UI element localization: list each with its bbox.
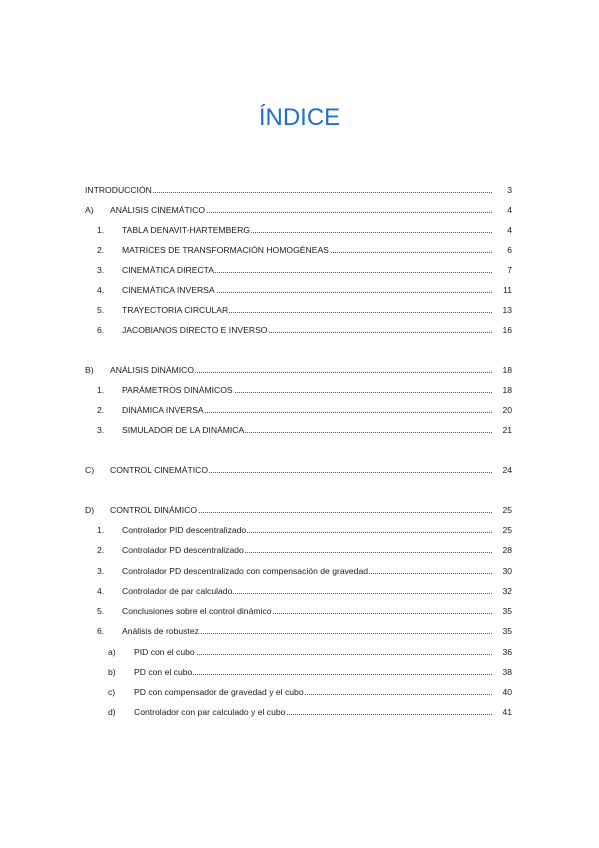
toc-entry-label: PD con compensador de gravedad y el cubo [134,687,304,697]
toc-entry-label: Controlador PD descentralizado con compensación de gravedad [122,566,369,576]
toc-entry-number: B) [85,365,94,375]
toc-entry[interactable] [0,624,599,638]
toc-entry[interactable] [0,645,599,659]
toc-entry-number: 1. [97,385,105,395]
toc-page-number: 18 [492,383,512,397]
toc-entry-number: 1. [97,525,105,535]
toc-page-number: 13 [492,303,512,317]
toc-entry-number: 2. [97,405,105,415]
toc-entry-label: TRAYECTORIA CIRCULAR [122,305,229,315]
toc-entry-number: 1. [97,225,105,235]
toc-entry[interactable] [0,203,599,217]
toc-entry[interactable] [0,705,599,719]
toc-page-number: 32 [492,584,512,598]
toc-entry-label: MATRICES DE TRANSFORMACIÓN HOMOGÉNEAS [122,245,329,255]
toc-entry[interactable] [0,303,599,317]
toc-page-number: 16 [492,323,512,337]
toc-entry[interactable] [0,543,599,557]
toc-entry-number: 2. [97,245,105,255]
toc-entry-label: SIMULADOR DE LA DINÁMICA [122,425,245,435]
toc-entry[interactable] [0,223,599,237]
toc-page-number: 4 [492,203,512,217]
toc-page-number: 20 [492,403,512,417]
toc-entry[interactable] [0,283,599,297]
toc-page-number: 41 [492,705,512,719]
toc-entry-number: 6. [97,325,105,335]
toc-entry[interactable] [0,263,599,277]
toc-entry[interactable] [0,403,599,417]
toc-entry-number: 2. [97,545,105,555]
toc-entry-number: d) [108,707,116,717]
toc-entry-number: 3. [97,566,105,576]
toc-page-number: 30 [492,564,512,578]
toc-entry-label: PD con el cubo [134,667,193,677]
toc-entry-label: JACOBIANOS DIRECTO E INVERSO [122,325,268,335]
toc-entry-label: PID con el cubo [134,647,195,657]
toc-entry-label: Controlador PID descentralizado [122,525,247,535]
toc-page-number: 21 [492,423,512,437]
toc-page-number: 3 [492,183,512,197]
toc-entry[interactable] [0,685,599,699]
toc-entry[interactable] [0,183,599,197]
toc-entry-label: TABLA DENAVIT-HARTEMBERG [122,225,250,235]
toc-entry-number: A) [85,205,94,215]
toc-page-number: 35 [492,604,512,618]
toc-entry[interactable] [0,323,599,337]
toc-page-number: 24 [492,463,512,477]
toc-page-number: 6 [492,243,512,257]
toc-page-number: 36 [492,645,512,659]
toc-entry-number: b) [108,667,116,677]
toc-entry-label: CONTROL CINEMÁTICO [110,465,209,475]
toc-entry[interactable] [0,363,599,377]
toc-entry-label: ANÁLISIS CINEMÁTICO [110,205,206,215]
toc-entry[interactable] [0,584,599,598]
toc-entry-label: ANÁLISIS DINÁMICO [110,365,195,375]
toc-entry[interactable] [0,503,599,517]
toc-entry[interactable] [0,564,599,578]
toc-entry-number: 6. [97,626,105,636]
toc-entry-number: C) [85,465,95,475]
toc-entry-number: 4. [97,586,105,596]
toc-entry-label: CINEMÁTICA DIRECTA [122,265,214,275]
toc-entry[interactable] [0,383,599,397]
toc-page-number: 35 [492,624,512,638]
toc-entry[interactable] [0,463,599,477]
toc-entry[interactable] [0,423,599,437]
toc-entry-number: 4. [97,285,105,295]
toc-entry-number: D) [85,505,95,515]
toc-page-number: 4 [492,223,512,237]
toc-entry-number: 5. [97,305,105,315]
toc-entry-label: PARÁMETROS DINÁMICOS [122,385,233,395]
toc-page-number: 25 [492,503,512,517]
toc-entry-label: Controlador con par calculado y el cubo [134,707,286,717]
toc-entry[interactable] [0,604,599,618]
toc-entry-label: Controlador PD descentralizado [122,545,244,555]
toc-entry-number: 3. [97,265,105,275]
toc-page-number: 28 [492,543,512,557]
toc-entry[interactable] [0,523,599,537]
toc-entry-label: CINEMÁTICA INVERSA [122,285,215,295]
toc-entry-number: 3. [97,425,105,435]
toc-entry[interactable] [0,243,599,257]
toc-entry-number: 5. [97,606,105,616]
toc-page-number: 11 [492,283,512,297]
toc-page-number: 7 [492,263,512,277]
toc-page-number: 40 [492,685,512,699]
toc-page-number: 25 [492,523,512,537]
toc-entry-label: Análisis de robustez [122,626,199,636]
index-title: ÍNDICE [258,104,341,131]
toc-entry-label: Conclusiones sobre el control dinámico [122,606,272,616]
toc-entry-number: c) [108,687,116,697]
toc-page-number: 38 [492,665,512,679]
toc-page-number: 18 [492,363,512,377]
toc-entry-label: INTRODUCCIÓN [85,185,152,195]
toc-entry-label: CONTROL DINÁMICO [110,505,198,515]
toc-entry-label: DINÁMICA INVERSA [122,405,204,415]
toc-entry-label: Controlador de par calculado [122,586,233,596]
toc-entry[interactable] [0,665,599,679]
toc-entry-number: a) [108,647,116,657]
